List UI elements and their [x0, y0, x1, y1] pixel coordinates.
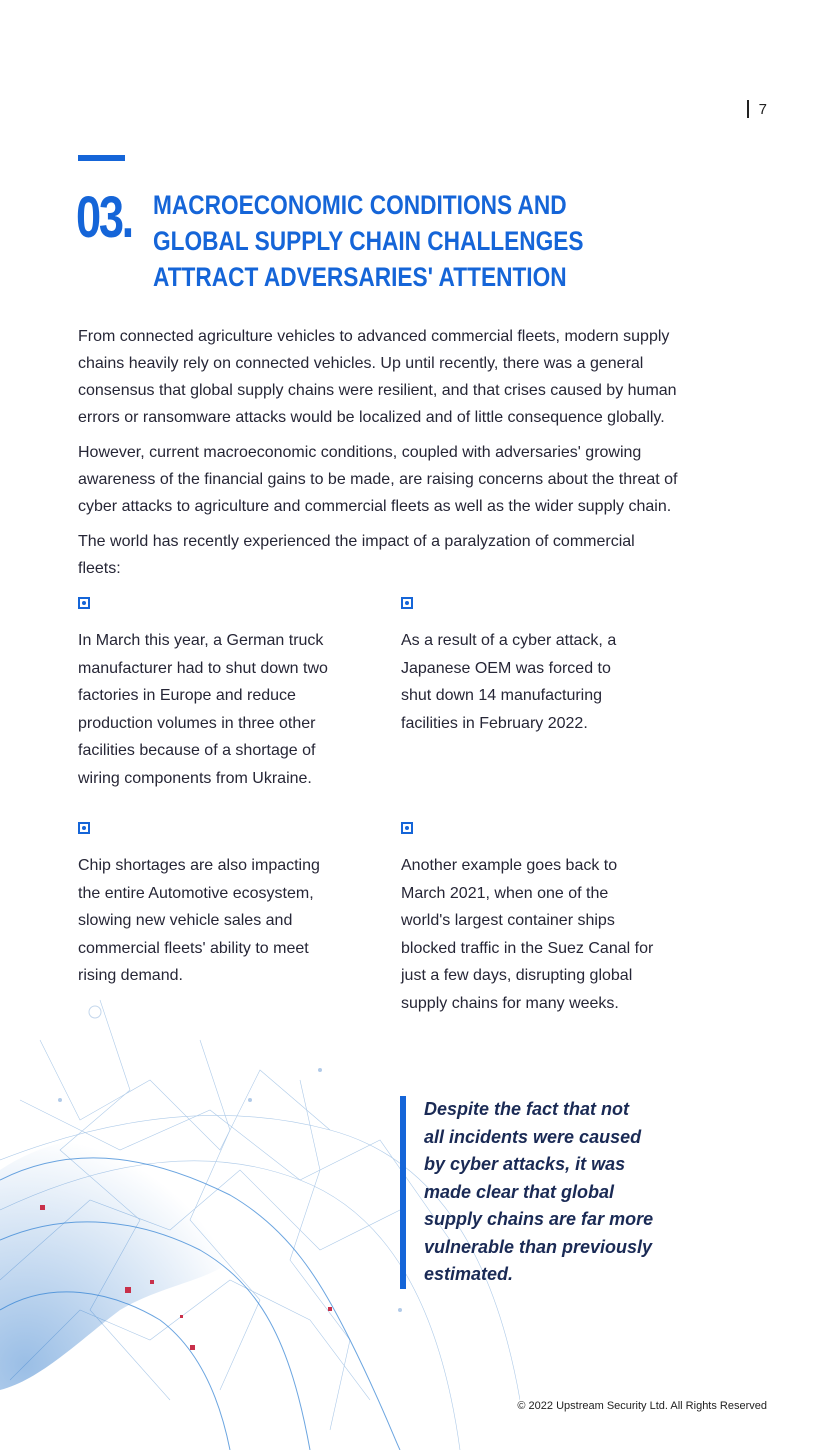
page-number-divider	[747, 100, 749, 118]
bullet-square-icon	[78, 597, 90, 609]
bullet-item	[78, 822, 328, 990]
bullet-item	[401, 597, 641, 737]
bullet-square-icon	[401, 597, 413, 609]
bullet-square-icon	[401, 822, 413, 834]
bullet-text: Another example goes back to March 2021, when one of the world's largest container ships blocked traffic in the Suez Canal for just a few days, disrupting global supply chains for many weeks.	[401, 857, 654, 1012]
section-title: MACROECONOMIC CONDITIONS AND GLOBAL SUPPLY CHAIN CHALLENGES ATTRACT ADVERSARIES' ATTENTION	[153, 190, 584, 292]
body-text	[78, 323, 678, 590]
bullet-text: As a result of a cyber attack, a Japanese OEM was forced to shut down 14 manufacturing facilities in February 2022.	[401, 632, 617, 732]
pull-quote: Despite the fact that not all incidents were caused by cyber attacks, it was made clear that global supply chains are far more vulnerable than previously estimated.	[400, 1096, 654, 1289]
paragraph-3: The world has recently experienced the impact of a paralyzation of commercial fleets:	[78, 533, 635, 577]
section-accent-line	[78, 155, 125, 161]
footer-copyright: © 2022 Upstream Security Ltd. All Rights Reserved	[517, 1400, 767, 1412]
bullet-square-icon	[78, 822, 90, 834]
paragraph-2: However, current macroeconomic conditions, coupled with adversaries' growing awareness of the financial gains to be made, are raising concerns about the threat of cyber attacks to agriculture and commercial fleets as well as the wider supply chain.	[78, 444, 678, 515]
paragraph-1: From connected agriculture vehicles to advanced commercial fleets, modern supply chains heavily rely on connected vehicles. Up until recently, there was a general consensus that global supply chains were resilient, and that crises caused by human errors or ransomware attacks would be localized and of little consequence globally.	[78, 328, 677, 426]
page-number-value: 7	[758, 100, 767, 118]
section-number: 03.	[76, 185, 132, 250]
bullet-text: In March this year, a German truck manufacturer had to shut down two factories in Europe and reduce production volumes in three other facilities because of a shortage of wiring components from Ukraine.	[78, 632, 328, 787]
page-number	[747, 100, 767, 118]
bullet-item	[78, 597, 328, 792]
bullet-text: Chip shortages are also impacting the entire Automotive ecosystem, slowing new vehicle sales and commercial fleets' ability to meet rising demand.	[78, 857, 320, 984]
